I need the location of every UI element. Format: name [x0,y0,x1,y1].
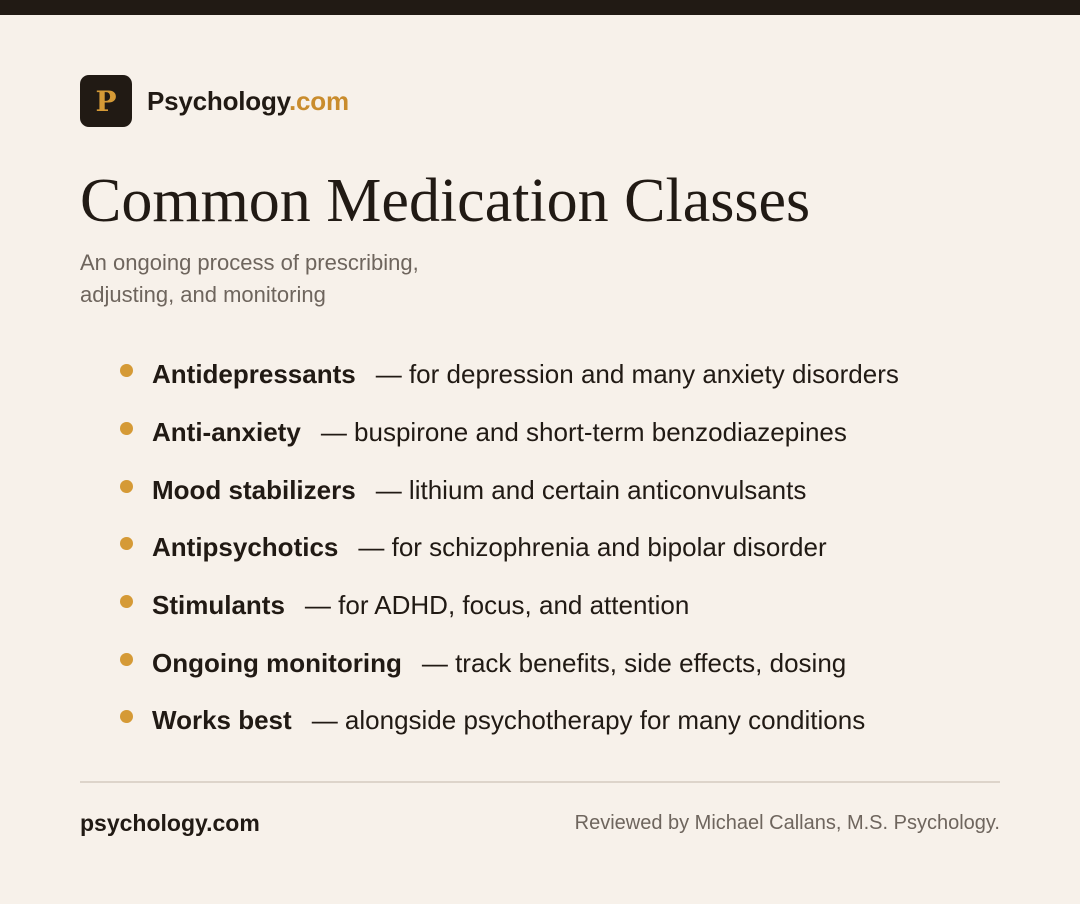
item-description: — buspirone and short-term benzodiazepines [320,417,847,448]
item-description: — lithium and certain anticonvulsants [375,474,807,505]
bullet-dot-icon [120,537,133,550]
item-description: — for schizophrenia and bipolar disorder [358,532,827,563]
medication-list [120,346,1020,750]
logo-letter: P [95,84,117,118]
list-item [120,634,1020,692]
item-description: — track benefits, side effects, dosing [421,647,847,678]
page-title: Common Medication Classes [80,167,811,235]
item-description: — alongside psychotherapy for many conditions [311,705,866,736]
item-term: Stimulants [152,590,285,621]
list-item [120,519,1020,577]
footer-credit: Reviewed by Michael Callans, M.S. Psychology. [574,812,1000,834]
item-term: Antipsychotics [152,532,339,563]
brand-tld: .com [289,85,349,116]
list-item [120,346,1020,404]
list-item [120,461,1020,519]
brand-logo[interactable] [80,75,349,127]
logo-mark [80,75,132,127]
list-item [120,577,1020,635]
item-term: Anti-anxiety [152,417,301,448]
list-item [120,404,1020,462]
footer-site-link[interactable]: psychology.com [80,810,260,836]
bullet-dot-icon [120,480,133,493]
bullet-dot-icon [120,653,133,666]
bullet-dot-icon [120,422,133,435]
item-description: — for depression and many anxiety disorders [375,359,899,390]
top-bar [0,0,1080,15]
brand-wordmark [147,86,349,117]
footer-divider [80,781,1000,783]
item-term: Mood stabilizers [152,474,356,505]
brand-name: Psychology [147,85,290,116]
item-term: Works best [152,705,292,736]
item-term: Antidepressants [152,359,356,390]
bullet-dot-icon [120,710,133,723]
item-description: — for ADHD, focus, and attention [304,590,690,621]
list-item [120,692,1020,750]
page-subtitle: An ongoing process of prescribing, adjusting, and monitoring [80,250,419,307]
bullet-dot-icon [120,364,133,377]
item-term: Ongoing monitoring [152,647,402,678]
bullet-dot-icon [120,595,133,608]
